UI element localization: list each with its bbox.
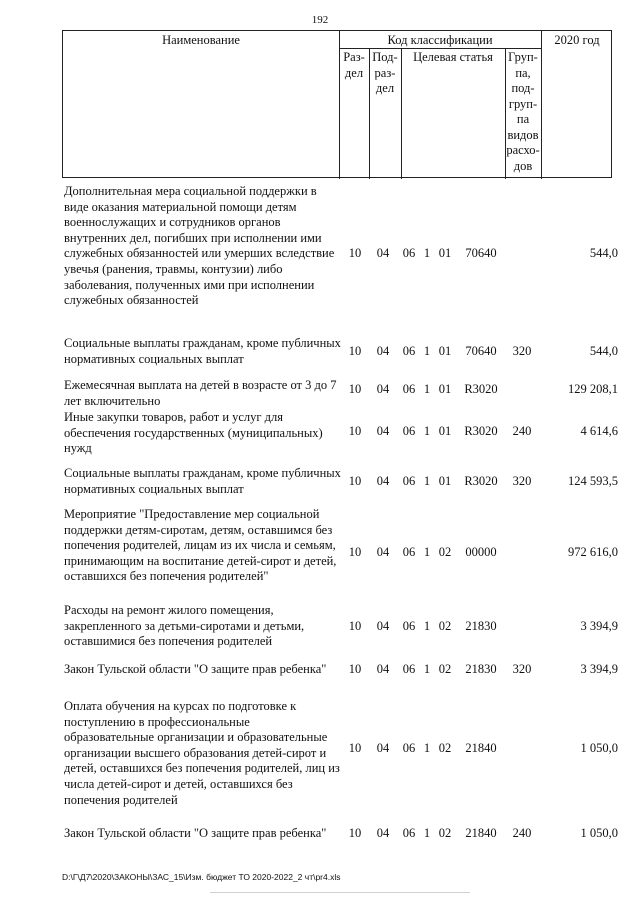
cell-amount: 129 208,1 (568, 382, 618, 396)
cell-amount: 4 614,6 (580, 424, 618, 438)
row-name: Закон Тульской области "О защите прав ребенка" (64, 826, 327, 840)
cell-cs1: 06 (402, 619, 416, 633)
cell-cs1: 06 (402, 344, 416, 358)
cell-cs1: 06 (402, 826, 416, 840)
cell-amount: 544,0 (589, 246, 618, 260)
cell-razdel: 10 (348, 382, 362, 396)
table-row (62, 410, 618, 458)
cell-razdel: 10 (348, 474, 362, 488)
cell-cs4: 00000 (465, 545, 497, 559)
page-number: 192 (311, 14, 329, 26)
cell-cs2: 1 (423, 662, 431, 676)
cell-cs2: 1 (423, 424, 431, 438)
cell-cs1: 06 (402, 474, 416, 488)
cell-vid: 240 (512, 826, 532, 840)
cell-cs2: 1 (423, 545, 431, 559)
header-classification: Код классификации (387, 33, 493, 47)
cell-amount: 3 394,9 (580, 662, 618, 676)
cell-cs1: 06 (402, 246, 416, 260)
cell-podrazdel: 04 (376, 741, 390, 755)
cell-amount: 544,0 (589, 344, 618, 358)
header-subsection: Под- раз- дел (372, 50, 398, 95)
cell-podrazdel: 04 (376, 382, 390, 396)
cell-podrazdel: 04 (376, 826, 390, 840)
header-section: Раз- дел (343, 50, 365, 80)
cell-cs3: 02 (438, 741, 452, 755)
cell-podrazdel: 04 (376, 662, 390, 676)
cell-podrazdel: 04 (376, 619, 390, 633)
cell-cs4: R3020 (464, 382, 498, 396)
cell-cs3: 02 (438, 619, 452, 633)
cell-cs3: 01 (438, 424, 452, 438)
header-expense-group: Груп- па, под- груп- па видов расхо- дов (506, 50, 540, 173)
cell-podrazdel: 04 (376, 344, 390, 358)
cell-cs3: 01 (438, 344, 452, 358)
cell-vid: 320 (512, 662, 532, 676)
cell-cs3: 01 (438, 382, 452, 396)
cell-cs1: 06 (402, 741, 416, 755)
table-row (62, 699, 618, 811)
cell-vid: 240 (512, 424, 532, 438)
cell-cs4: R3020 (464, 424, 498, 438)
cell-cs2: 1 (423, 344, 431, 358)
row-name: Мероприятие "Предоставление мер социальной поддержки детям-сиротам, детям, оставшимся без попечения родителей, лицам из их числа и семьям, принимающим на воспитание детей-сирот и детей, оставшихся без попечения родителей" (64, 507, 337, 584)
cell-vid: 320 (512, 474, 532, 488)
cell-amount: 1 050,0 (580, 741, 618, 755)
table-row (62, 336, 618, 368)
cell-cs4: 70640 (465, 344, 497, 358)
cell-cs2: 1 (423, 474, 431, 488)
table-row (62, 378, 618, 410)
cell-cs2: 1 (423, 619, 431, 633)
cell-cs2: 1 (423, 826, 431, 840)
cell-amount: 3 394,9 (580, 619, 618, 633)
row-name: Иные закупки товаров, работ и услуг для обеспечения государственных (муниципальных) нужд (64, 410, 323, 456)
table-header (62, 30, 612, 178)
row-name: Ежемесячная выплата на детей в возрасте от 3 до 7 лет включительно (64, 378, 337, 408)
cell-podrazdel: 04 (376, 474, 390, 488)
cell-cs3: 01 (438, 246, 452, 260)
cell-cs2: 1 (423, 246, 431, 260)
cell-cs2: 1 (423, 382, 431, 396)
table-row (62, 603, 618, 651)
row-name: Закон Тульской области "О защите прав ребенка" (64, 662, 327, 676)
row-name: Социальные выплаты гражданам, кроме публичных нормативных социальных выплат (64, 336, 341, 366)
cell-cs4: 21830 (465, 662, 497, 676)
cell-vid: 320 (512, 344, 532, 358)
table-row (62, 507, 618, 603)
file-path-footer: D:\Г\Д7\2020\ЗАКОНЫ\ЗАС_15\Изм. бюджет ТО 2020-2022_2 чт\pr4.xls (62, 872, 341, 882)
cell-cs1: 06 (402, 424, 416, 438)
row-name: Оплата обучения на курсах по подготовке к поступлению в профессиональные образовательные организации и образовательные организации высшего образования детей-сирот и детей, оставшихся без попечения родителей, лиц из числа детей-сирот и детей, оставшихся без попечения родителей (64, 699, 340, 807)
cell-podrazdel: 04 (376, 424, 390, 438)
cell-cs4: R3020 (464, 474, 498, 488)
cell-cs4: 70640 (465, 246, 497, 260)
cell-razdel: 10 (348, 545, 362, 559)
cell-cs3: 02 (438, 826, 452, 840)
cell-razdel: 10 (348, 619, 362, 633)
cell-cs1: 06 (402, 382, 416, 396)
table-row (62, 184, 618, 320)
cell-podrazdel: 04 (376, 545, 390, 559)
cell-cs3: 02 (438, 545, 452, 559)
table-row (62, 466, 618, 498)
cell-razdel: 10 (348, 662, 362, 676)
cell-razdel: 10 (348, 826, 362, 840)
cell-cs4: 21840 (465, 826, 497, 840)
cell-cs1: 06 (402, 662, 416, 676)
cell-podrazdel: 04 (376, 246, 390, 260)
cell-razdel: 10 (348, 424, 362, 438)
row-name: Расходы на ремонт жилого помещения, закрепленного за детьми-сиротами и детьми, оставшимися без попечения родителей (64, 603, 305, 649)
header-target-article: Целевая статья (413, 50, 493, 64)
cell-cs2: 1 (423, 741, 431, 755)
cell-cs4: 21840 (465, 741, 497, 755)
cell-cs3: 01 (438, 474, 452, 488)
cell-razdel: 10 (348, 741, 362, 755)
scan-artifact-line (210, 892, 470, 893)
header-year: 2020 год (554, 33, 600, 47)
cell-razdel: 10 (348, 246, 362, 260)
row-name: Социальные выплаты гражданам, кроме публичных нормативных социальных выплат (64, 466, 341, 496)
cell-amount: 972 616,0 (568, 545, 618, 559)
cell-cs1: 06 (402, 545, 416, 559)
header-name: Наименование (162, 33, 240, 47)
row-name: Дополнительная мера социальной поддержки в виде оказания материальной помощи детям военнослужащих и сотрудников органов внутренних дел, погибших при исполнении ими служебных обязанностей или умерших вследствие увечья (ранения, травмы, контузии) либо заболевания, полученных ими при исполнении служебных обязанностей (64, 184, 335, 308)
cell-cs4: 21830 (465, 619, 497, 633)
cell-amount: 124 593,5 (568, 474, 618, 488)
table-row (62, 662, 618, 680)
cell-amount: 1 050,0 (580, 826, 618, 840)
table-row (62, 826, 618, 844)
cell-razdel: 10 (348, 344, 362, 358)
cell-cs3: 02 (438, 662, 452, 676)
